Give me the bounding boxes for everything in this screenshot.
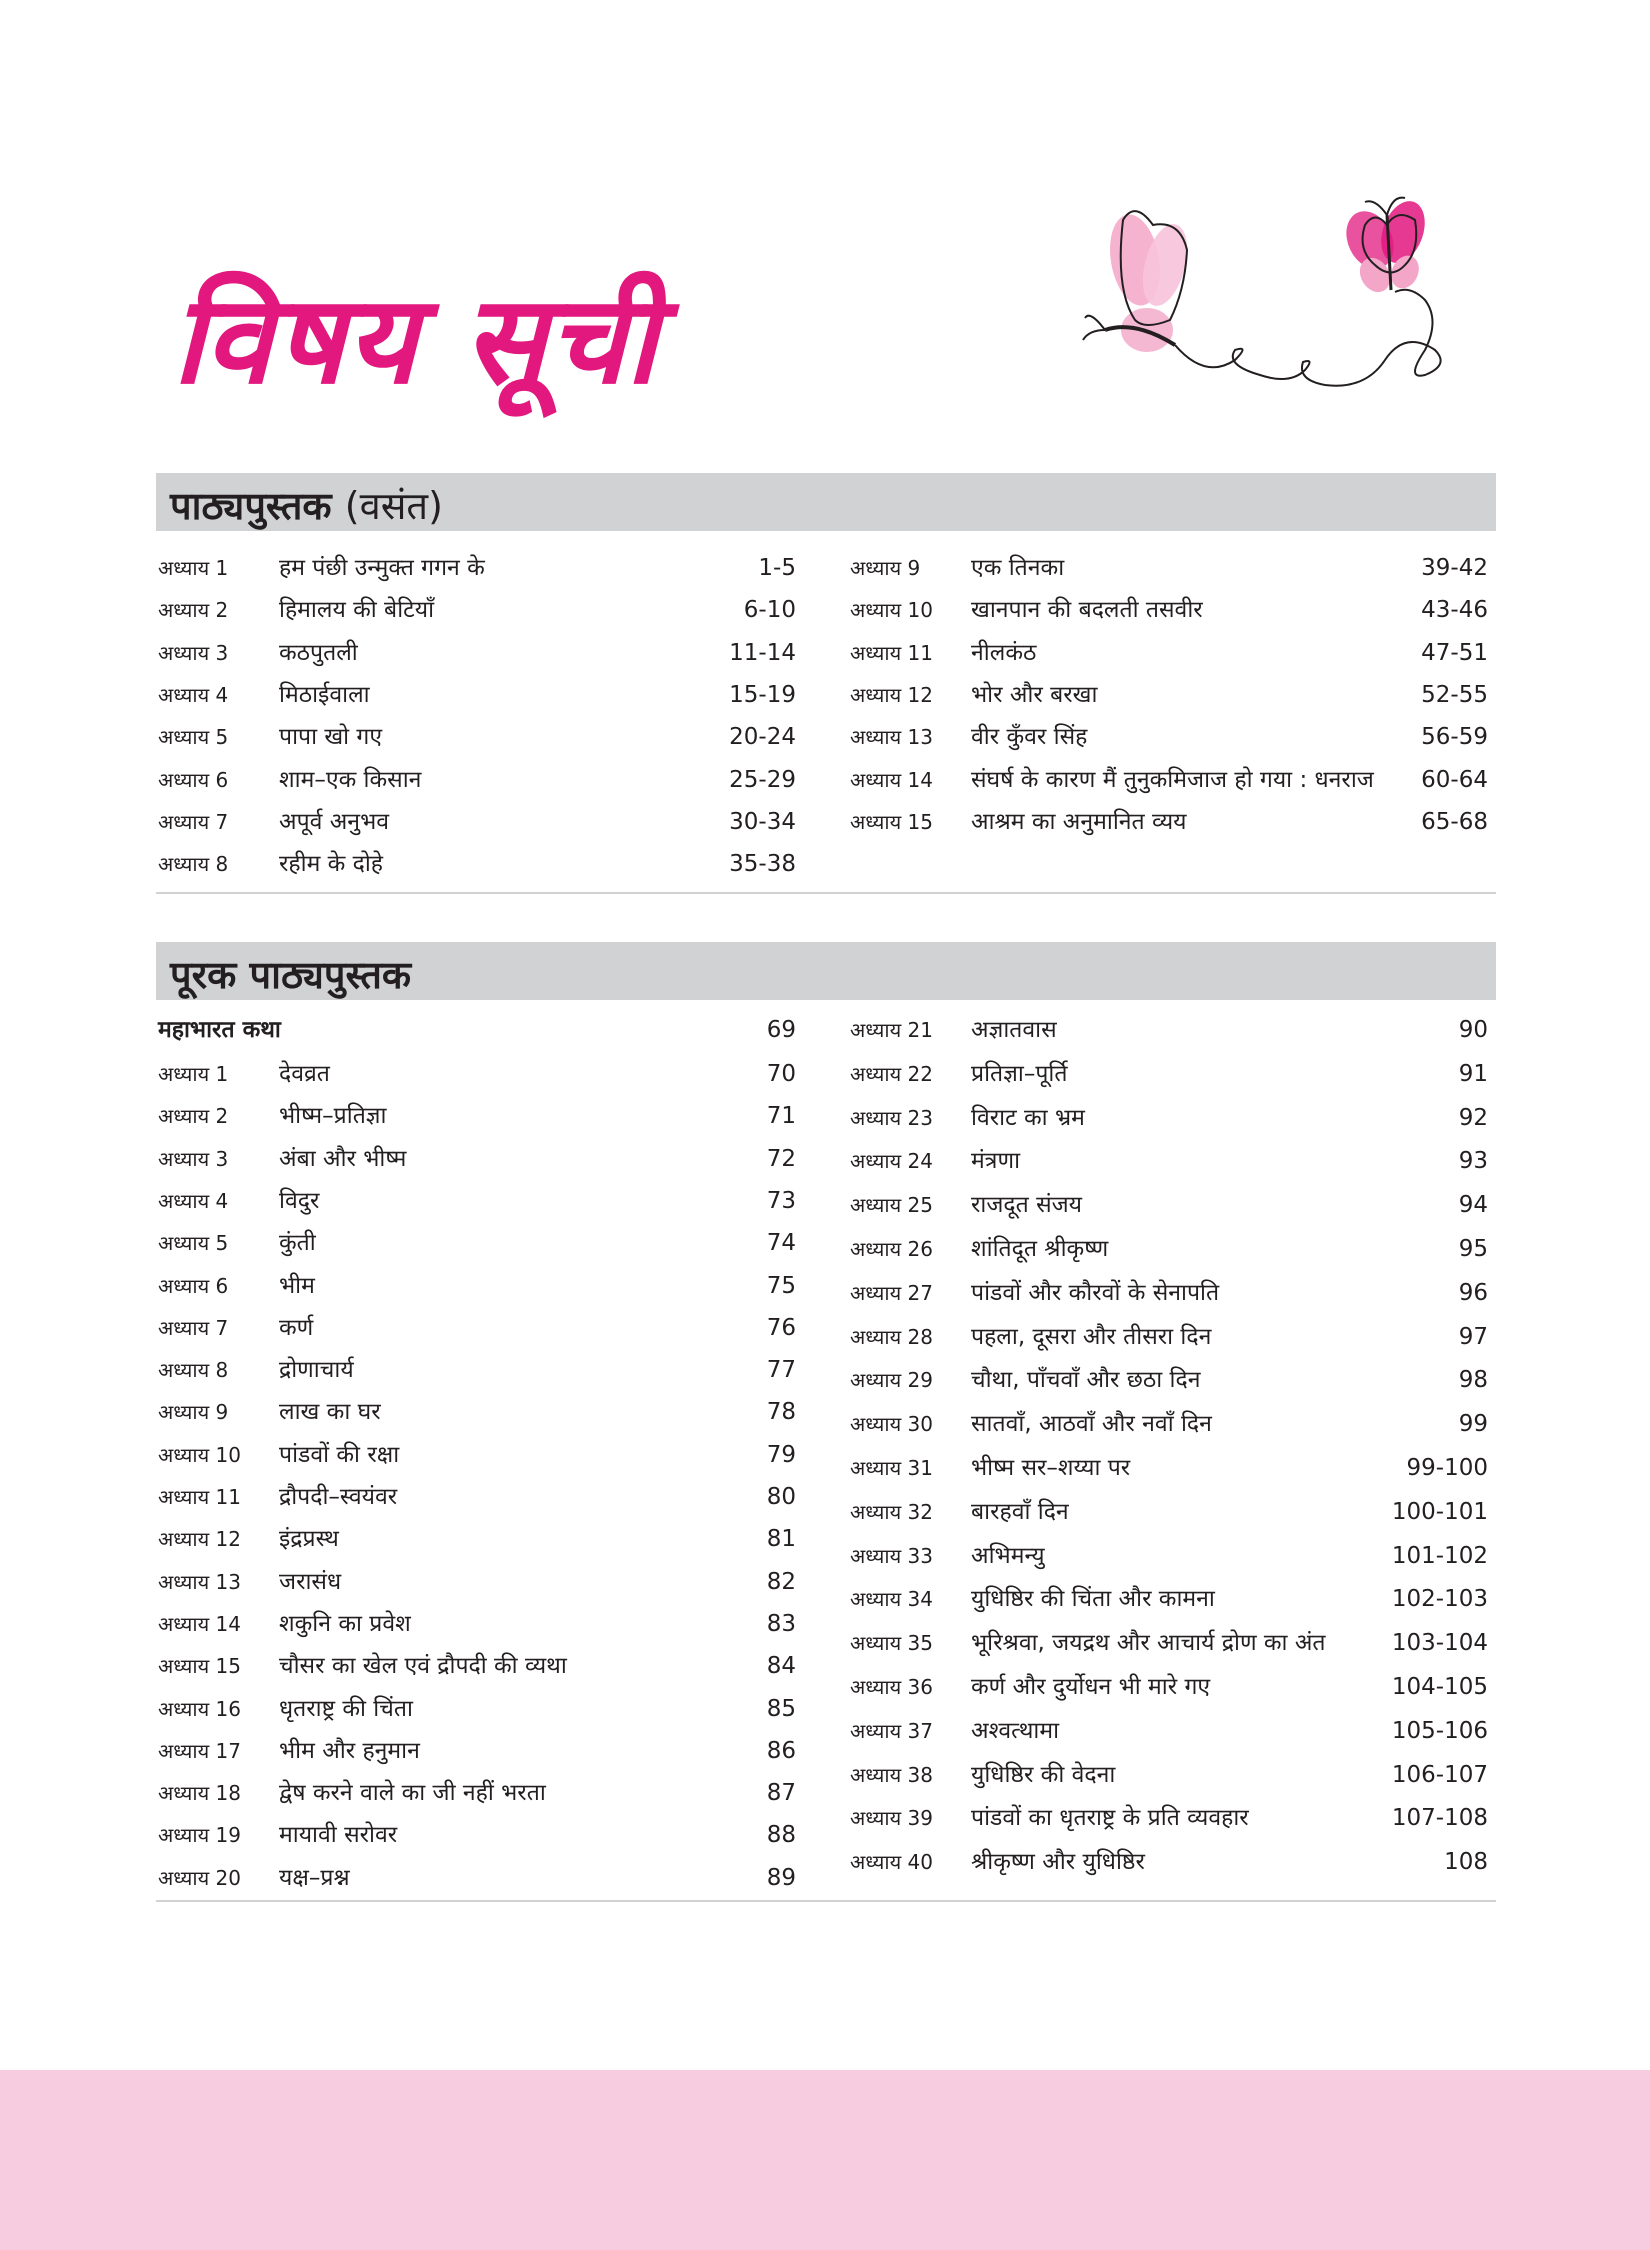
chapter-number: अध्याय 2 <box>158 598 229 623</box>
chapter-number: अध्याय 3 <box>158 640 229 665</box>
toc-row <box>848 1667 1488 1707</box>
chapter-number: अध्याय 11 <box>850 640 933 665</box>
page-range: 80 <box>766 1484 796 1510</box>
chapter-number: अध्याय 32 <box>850 1499 933 1524</box>
toc-row <box>156 1731 796 1771</box>
toc-row <box>156 1477 796 1517</box>
chapter-number: अध्याय 40 <box>850 1850 933 1875</box>
page-range: 20-24 <box>729 724 796 751</box>
section-bar-supplementary <box>156 942 1496 1000</box>
chapter-title: कुंती <box>279 1230 316 1257</box>
chapter-number: अध्याय 9 <box>158 1400 229 1425</box>
page-range: 79 <box>766 1441 796 1468</box>
toc-row <box>848 675 1488 715</box>
page-range: 90 <box>1458 1017 1488 1043</box>
page-range: 25-29 <box>729 766 796 793</box>
chapter-title: शाम–एक किसान <box>279 766 422 793</box>
toc-row <box>156 548 796 588</box>
chapter-number: अध्याय 4 <box>158 1188 229 1213</box>
page-range: 105-106 <box>1391 1717 1488 1744</box>
chapter-title: सातवाँ, आठवाँ और नवाँ दिन <box>971 1411 1212 1438</box>
chapter-number: अध्याय 5 <box>158 1231 229 1256</box>
toc-row <box>156 802 796 842</box>
page-range: 52-55 <box>1421 681 1488 708</box>
chapter-number: अध्याय 7 <box>158 1315 229 1340</box>
butterfly-large-icon <box>1083 211 1195 352</box>
chapter-title: लाख का घर <box>279 1399 381 1426</box>
chapter-title: युधिष्ठिर की वेदना <box>971 1761 1116 1788</box>
chapter-number: अध्याय 26 <box>850 1237 933 1261</box>
chapter-number: अध्याय 18 <box>158 1781 241 1806</box>
page-range: 101-102 <box>1391 1542 1488 1569</box>
butterfly-small-icon <box>1337 195 1432 297</box>
toc-row <box>156 1266 796 1306</box>
chapter-title: रहीम के दोहे <box>279 851 384 878</box>
chapter-number: अध्याय 16 <box>158 1696 241 1721</box>
footer-band <box>0 2070 1650 2250</box>
page-range: 100-101 <box>1391 1498 1488 1525</box>
chapter-number: अध्याय 14 <box>158 1611 241 1636</box>
chapter-title: पांडवों और कौरवों के सेनापति <box>971 1279 1220 1306</box>
chapter-title: देवव्रत <box>279 1061 330 1087</box>
chapter-number: अध्याय 22 <box>850 1061 933 1086</box>
chapter-title: भूरिश्रवा, जयद्रथ और आचार्य द्रोण का अंत <box>971 1630 1326 1657</box>
chapter-title: अभिमन्यु <box>971 1542 1045 1569</box>
toc-row <box>848 760 1488 800</box>
chapter-title: भीष्म सर–शय्या पर <box>971 1455 1131 1481</box>
page-range: 72 <box>766 1145 796 1172</box>
chapter-number: अध्याय 1 <box>158 556 229 580</box>
chapter-number: अध्याय 39 <box>850 1806 933 1831</box>
chapter-number: अध्याय 31 <box>850 1456 933 1480</box>
chapter-title: कर्ण और दुर्योधन भी मारे गए <box>971 1674 1211 1700</box>
toc-row <box>848 1141 1488 1181</box>
page-range: 91 <box>1458 1060 1488 1087</box>
chapter-title: अंबा और भीष्म <box>279 1145 407 1172</box>
chapter-number: अध्याय 12 <box>850 682 933 707</box>
page-range: 98 <box>1458 1367 1488 1394</box>
chapter-title: अश्वत्थामा <box>971 1717 1060 1744</box>
toc-row <box>156 1689 796 1729</box>
toc-row <box>848 1185 1488 1225</box>
chapter-title: वीर कुँवर सिंह <box>971 724 1088 751</box>
chapter-title: युधिष्ठिर की चिंता और कामना <box>971 1586 1215 1613</box>
page-range: 78 <box>766 1399 796 1426</box>
toc-row <box>156 717 796 757</box>
toc-row <box>156 1435 796 1475</box>
chapter-number: अध्याय 33 <box>850 1543 933 1568</box>
chapter-number: अध्याय 29 <box>850 1368 933 1393</box>
chapter-title: यक्ष–प्रश्न <box>279 1864 350 1891</box>
chapter-number: अध्याय 13 <box>158 1569 241 1594</box>
chapter-number: अध्याय 21 <box>850 1018 933 1042</box>
toc-row <box>848 590 1488 630</box>
chapter-title: हिमालय की बेटियाँ <box>279 597 435 624</box>
page-range: 95 <box>1458 1236 1488 1262</box>
toc-row <box>848 1404 1488 1444</box>
chapter-number: अध्याय 19 <box>158 1823 241 1848</box>
chapter-title: द्वेष करने वाले का जी नहीं भरता <box>279 1780 546 1807</box>
chapter-title: संघर्ष के कारण मैं तुनुकमिजाज हो गया : धनराज <box>971 766 1374 793</box>
toc-row <box>156 1815 796 1855</box>
toc-row <box>156 1223 796 1263</box>
page-range: 88 <box>766 1822 796 1849</box>
page-range: 97 <box>1458 1323 1488 1350</box>
chapter-title: श्रीकृष्ण और युधिष्ठिर <box>971 1849 1145 1876</box>
chapter-number: अध्याय 5 <box>158 725 229 750</box>
toc-row <box>156 1519 796 1559</box>
toc-row <box>156 1562 796 1602</box>
page-range: 15-19 <box>729 681 796 708</box>
toc-row <box>848 1755 1488 1795</box>
chapter-number: अध्याय 38 <box>850 1762 933 1787</box>
page-range: 89 <box>766 1864 796 1891</box>
chapter-number: अध्याय 36 <box>850 1675 933 1699</box>
page-title: विषय सूची <box>172 267 659 411</box>
page-range: 84 <box>766 1653 796 1680</box>
section-title: पूरक पाठ्यपुस्तक <box>170 953 412 997</box>
page-range: 99-100 <box>1406 1455 1488 1481</box>
toc-row <box>848 1360 1488 1400</box>
chapter-number: अध्याय 6 <box>158 1273 229 1298</box>
page-range: 108 <box>1444 1849 1488 1876</box>
chapter-number: अध्याय 28 <box>850 1324 933 1349</box>
chapter-title: शांतिदूत श्रीकृष्ण <box>971 1236 1109 1262</box>
chapter-number: अध्याय 15 <box>850 809 933 834</box>
page-range: 83 <box>766 1610 796 1637</box>
toc-row <box>156 1096 796 1136</box>
chapter-title: राजदूत संजय <box>971 1192 1083 1219</box>
chapter-number: अध्याय 3 <box>158 1146 229 1171</box>
toc-row <box>848 1536 1488 1576</box>
page-range: 6-10 <box>743 597 796 624</box>
chapter-title: चौसर का खेल एवं द्रौपदी की व्यथा <box>279 1653 567 1680</box>
chapter-number: अध्याय 15 <box>158 1654 241 1679</box>
toc-row <box>848 1098 1488 1138</box>
toc-row <box>848 1842 1488 1882</box>
chapter-number: अध्याय 10 <box>158 1442 241 1467</box>
page-range: 87 <box>766 1780 796 1807</box>
chapter-title: इंद्रप्रस्थ <box>279 1526 339 1553</box>
chapter-title: जरासंध <box>279 1568 342 1595</box>
chapter-title: बारहवाँ दिन <box>971 1498 1069 1525</box>
toc-row <box>848 802 1488 842</box>
toc-row <box>848 1448 1488 1488</box>
toc-row <box>156 1646 796 1686</box>
toc-row <box>848 1317 1488 1357</box>
page-range: 47-51 <box>1421 639 1488 666</box>
toc-row <box>848 1623 1488 1663</box>
chapter-title: पापा खो गए <box>279 724 383 751</box>
page-range: 94 <box>1458 1192 1488 1219</box>
chapter-title: आश्रम का अनुमानित व्यय <box>971 808 1187 835</box>
chapter-number: अध्याय 8 <box>158 852 229 877</box>
page-range: 107-108 <box>1391 1805 1488 1832</box>
page-range: 73 <box>766 1187 796 1214</box>
toc-row <box>156 1054 796 1094</box>
chapter-title: अपूर्व अनुभव <box>279 808 390 835</box>
chapter-number: अध्याय 20 <box>158 1865 241 1890</box>
toc-row <box>156 1604 796 1644</box>
toc-row <box>848 1492 1488 1532</box>
chapter-number: अध्याय 17 <box>158 1738 241 1763</box>
chapter-title: पहला, दूसरा और तीसरा दिन <box>971 1323 1212 1350</box>
toc-row <box>848 1711 1488 1751</box>
chapter-title: कठपुतली <box>279 639 358 666</box>
chapter-number: अध्याय 11 <box>158 1485 241 1509</box>
page-range: 30-34 <box>729 808 796 835</box>
page-range: 76 <box>766 1314 796 1341</box>
chapter-title: पांडवों की रक्षा <box>279 1441 400 1468</box>
page-range: 11-14 <box>729 639 796 666</box>
page-range: 96 <box>1458 1279 1488 1306</box>
page-range: 71 <box>766 1103 796 1130</box>
toc-heading-row <box>156 1010 796 1050</box>
chapter-number: अध्याय 12 <box>158 1527 241 1552</box>
page-range: 43-46 <box>1421 597 1488 624</box>
toc-row <box>848 1054 1488 1094</box>
page-range: 56-59 <box>1421 724 1488 751</box>
chapter-number: अध्याय 37 <box>850 1718 933 1743</box>
chapter-title: द्रौपदी–स्वयंवर <box>279 1484 398 1510</box>
toc-heading-pages: 69 <box>766 1017 796 1043</box>
toc-row <box>156 675 796 715</box>
chapter-title: भीष्म–प्रतिज्ञा <box>279 1103 387 1130</box>
chapter-title: विदुर <box>279 1187 320 1214</box>
chapter-title: कर्ण <box>279 1314 314 1341</box>
toc-row <box>156 1392 796 1432</box>
page-range: 99 <box>1458 1411 1488 1438</box>
page-range: 81 <box>766 1526 796 1553</box>
chapter-title: नीलकंठ <box>971 639 1037 666</box>
butterflies-illustration <box>1075 180 1475 440</box>
chapter-number: अध्याय 1 <box>158 1062 229 1086</box>
page-range: 60-64 <box>1421 766 1488 793</box>
chapter-title: मिठाईवाला <box>279 681 370 708</box>
chapter-title: विराट का भ्रम <box>971 1104 1085 1131</box>
chapter-number: अध्याय 27 <box>850 1280 933 1305</box>
chapter-number: अध्याय 4 <box>158 682 229 707</box>
toc-row <box>156 1858 796 1898</box>
chapter-title: चौथा, पाँचवाँ और छठा दिन <box>971 1367 1201 1394</box>
page-range: 65-68 <box>1421 808 1488 835</box>
chapter-title: प्रतिज्ञा–पूर्ति <box>971 1060 1068 1087</box>
page-range: 77 <box>766 1357 796 1384</box>
page-range: 70 <box>766 1061 796 1087</box>
chapter-number: अध्याय 6 <box>158 767 229 792</box>
toc-row <box>156 844 796 884</box>
chapter-number: अध्याय 9 <box>850 556 921 580</box>
page-range: 102-103 <box>1391 1586 1488 1613</box>
toc-row <box>156 1139 796 1179</box>
page-range: 85 <box>766 1695 796 1722</box>
chapter-number: अध्याय 2 <box>158 1104 229 1129</box>
section-bar-textbook <box>156 473 1496 531</box>
chapter-number: अध्याय 24 <box>850 1149 933 1174</box>
chapter-title: द्रोणाचार्य <box>279 1357 354 1384</box>
toc-row <box>156 590 796 630</box>
page-range: 106-107 <box>1391 1761 1488 1788</box>
page-range: 74 <box>766 1230 796 1257</box>
chapter-number: अध्याय 25 <box>850 1193 933 1218</box>
chapter-title: हम पंछी उन्मुक्त गगन के <box>279 555 485 581</box>
chapter-title: भोर और बरखा <box>971 681 1098 708</box>
chapter-number: अध्याय 10 <box>850 598 933 623</box>
chapter-number: अध्याय 13 <box>850 725 933 750</box>
chapter-number: अध्याय 8 <box>158 1358 229 1383</box>
chapter-title: खानपान की बदलती तसवीर <box>971 597 1203 624</box>
toc-row <box>848 1273 1488 1313</box>
toc-row <box>156 633 796 673</box>
toc-row <box>848 1579 1488 1619</box>
divider <box>156 892 1496 894</box>
toc-row <box>156 1773 796 1813</box>
page-range: 93 <box>1458 1148 1488 1175</box>
chapter-title: मंत्रणा <box>971 1148 1021 1175</box>
toc-row <box>848 1010 1488 1050</box>
toc-row <box>156 1181 796 1221</box>
section-subtitle: (वसंत) <box>344 484 443 528</box>
page-range: 35-38 <box>729 851 796 878</box>
toc-row <box>848 633 1488 673</box>
toc-row <box>156 760 796 800</box>
divider <box>156 1900 1496 1902</box>
section-title: पाठ्यपुस्तक <box>170 484 332 528</box>
toc-row <box>848 717 1488 757</box>
page-range: 82 <box>766 1568 796 1595</box>
chapter-number: अध्याय 7 <box>158 809 229 834</box>
chapter-title: धृतराष्ट्र की चिंता <box>279 1695 413 1722</box>
chapter-number: अध्याय 14 <box>850 767 933 792</box>
toc-row <box>156 1308 796 1348</box>
chapter-title: मायावी सरोवर <box>279 1822 398 1849</box>
chapter-number: अध्याय 34 <box>850 1587 933 1612</box>
page-range: 92 <box>1458 1104 1488 1131</box>
page-range: 75 <box>766 1272 796 1299</box>
chapter-title: शकुनि का प्रवेश <box>279 1610 411 1637</box>
chapter-title: पांडवों का धृतराष्ट्र के प्रति व्यवहार <box>971 1805 1249 1832</box>
chapter-title: एक तिनका <box>971 555 1065 581</box>
chapter-number: अध्याय 35 <box>850 1631 933 1656</box>
chapter-title: अज्ञातवास <box>971 1017 1057 1043</box>
page-range: 1-5 <box>758 555 796 581</box>
toc-row <box>156 1350 796 1390</box>
chapter-title: भीम और हनुमान <box>279 1737 420 1764</box>
page-range: 104-105 <box>1391 1674 1488 1700</box>
chapter-number: अध्याय 30 <box>850 1412 933 1437</box>
chapter-title: भीम <box>279 1272 315 1299</box>
page-range: 103-104 <box>1391 1630 1488 1657</box>
page-range: 39-42 <box>1421 555 1488 581</box>
toc-row <box>848 548 1488 588</box>
toc-row <box>848 1798 1488 1838</box>
chapter-number: अध्याय 23 <box>850 1105 933 1130</box>
page-range: 86 <box>766 1737 796 1764</box>
toc-row <box>848 1229 1488 1269</box>
toc-heading-title: महाभारत कथा <box>158 1017 281 1043</box>
